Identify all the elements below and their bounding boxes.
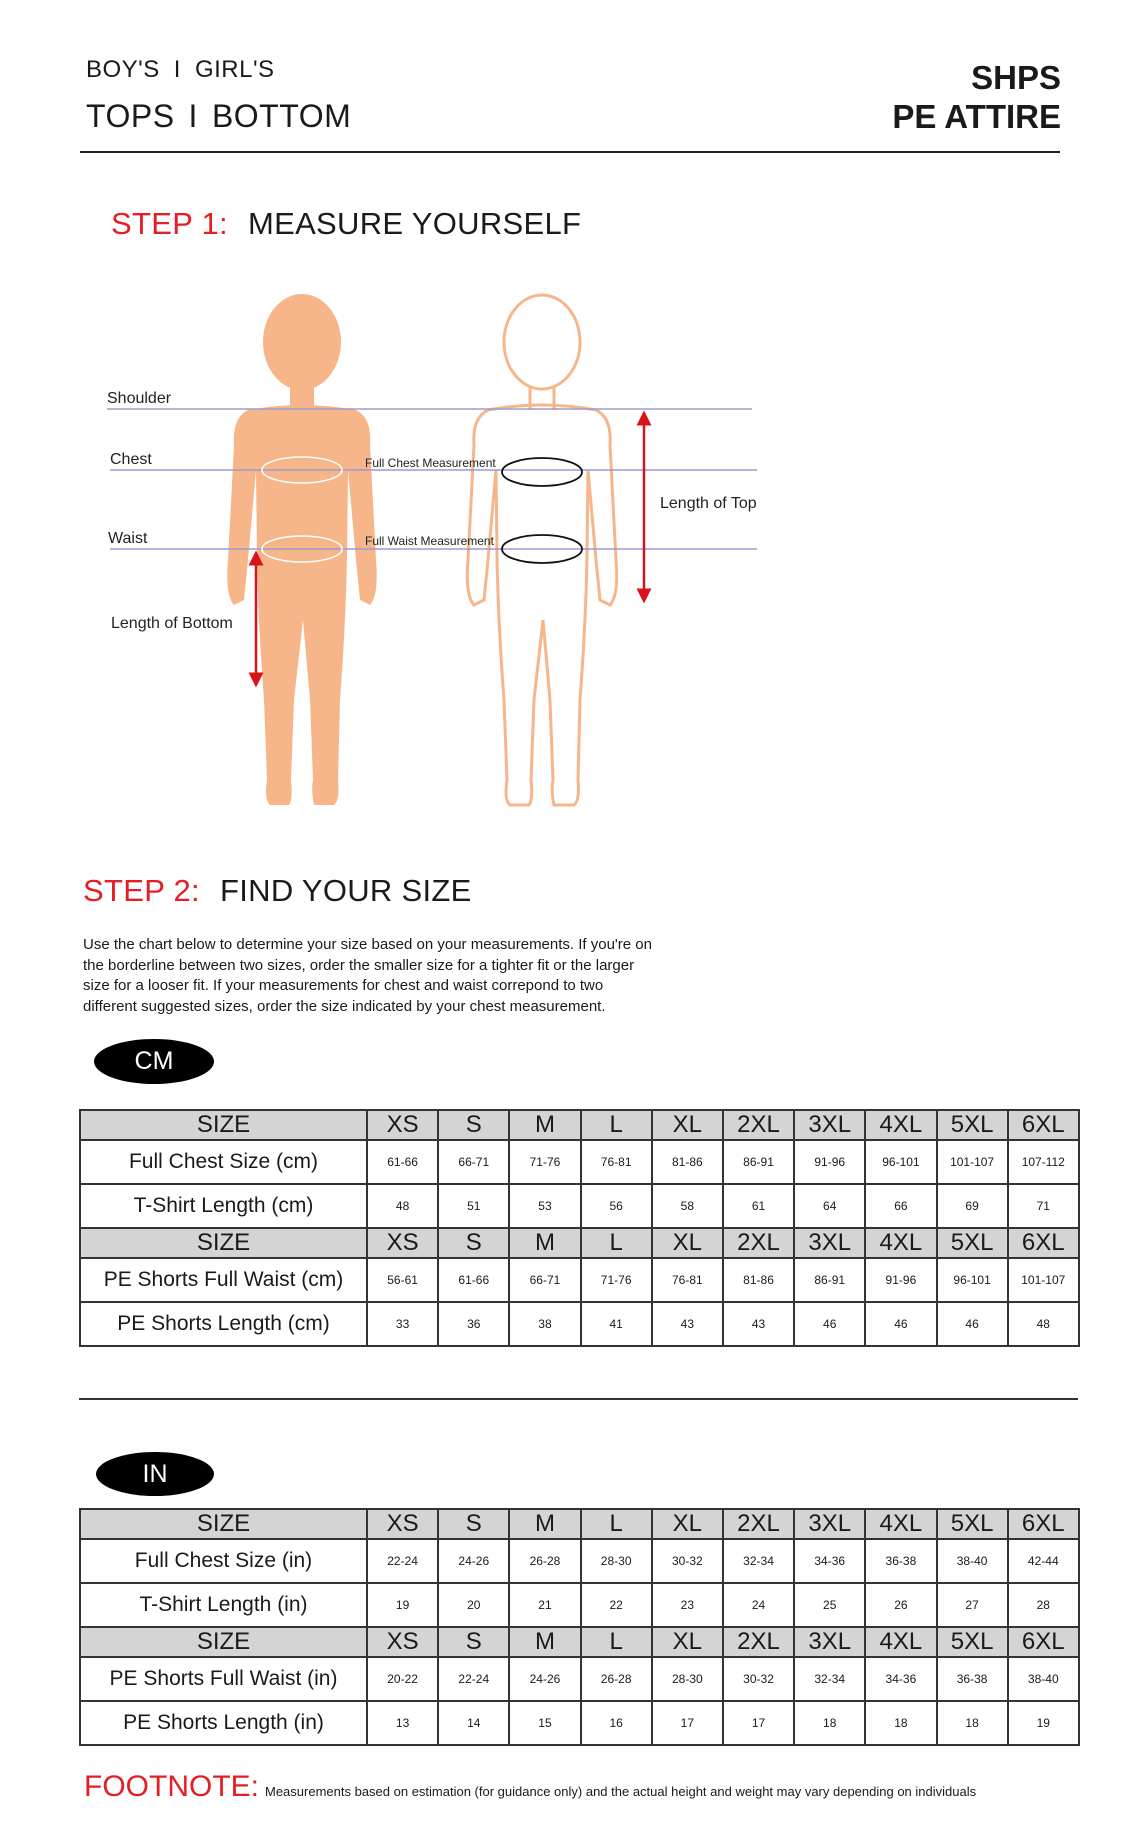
table-cell: 91-96 xyxy=(865,1258,936,1302)
step1-heading xyxy=(111,206,581,242)
filled-head xyxy=(263,294,341,390)
row-label: Full Chest Size (in) xyxy=(80,1539,367,1583)
size-header-cell: XL xyxy=(652,1110,723,1140)
instruction-line: different suggested sizes, order the size indicated by your chest measurement. xyxy=(83,997,606,1015)
table-cell: 17 xyxy=(723,1701,794,1745)
table-cell: 28 xyxy=(1008,1583,1079,1627)
brand-title xyxy=(892,58,1061,136)
size-instructions xyxy=(83,935,683,1017)
table-cell: 86-91 xyxy=(794,1258,865,1302)
in-shorts-row xyxy=(80,1701,1079,1745)
size-header-cell: 3XL xyxy=(794,1509,865,1539)
footnote-label: FOOTNOTE: xyxy=(84,1770,259,1803)
table-cell: 46 xyxy=(794,1302,865,1346)
table-cell: 20-22 xyxy=(367,1657,438,1701)
size-header-cell: M xyxy=(509,1627,580,1657)
table-cell: 48 xyxy=(367,1184,438,1228)
table-cell: 101-107 xyxy=(937,1140,1008,1184)
table-cell: 61 xyxy=(723,1184,794,1228)
table-cell: 76-81 xyxy=(652,1258,723,1302)
size-header-cell: 5XL xyxy=(937,1627,1008,1657)
table-cell: 22-24 xyxy=(367,1539,438,1583)
table-cell: 53 xyxy=(509,1184,580,1228)
table-cell: 26-28 xyxy=(581,1657,652,1701)
table-cell: 22 xyxy=(581,1583,652,1627)
table-cell: 32-34 xyxy=(794,1657,865,1701)
table-cell: 81-86 xyxy=(652,1140,723,1184)
table-cell: 36-38 xyxy=(865,1539,936,1583)
size-header-cell: 4XL xyxy=(865,1228,936,1258)
length-of-bottom-label: Length of Bottom xyxy=(111,615,233,632)
table-cell: 21 xyxy=(509,1583,580,1627)
shoulder-label: Shoulder xyxy=(107,390,172,407)
cm-size-header-row-2 xyxy=(80,1228,1079,1258)
size-header-cell: 6XL xyxy=(1008,1627,1079,1657)
chest-measure-ring xyxy=(502,458,582,486)
length-of-top-label: Length of Top xyxy=(660,495,757,512)
size-header-cell: S xyxy=(438,1228,509,1258)
instruction-line: size for a looser fit. If your measurements for chest and waist correpond to two xyxy=(83,977,604,994)
in-size-header-row xyxy=(80,1509,1079,1539)
table-cell: 38-40 xyxy=(1008,1657,1079,1701)
size-header-cell: M xyxy=(509,1110,580,1140)
table-cell: 19 xyxy=(1008,1701,1079,1745)
step1-title: MEASURE YOURSELF xyxy=(247,206,582,241)
size-header-cell: M xyxy=(509,1509,580,1539)
table-cell: 28-30 xyxy=(652,1657,723,1701)
filled-body xyxy=(227,405,377,805)
audience-separator: I xyxy=(173,56,181,83)
row-label: PE Shorts Length (in) xyxy=(80,1701,367,1745)
row-label: T-Shirt Length (in) xyxy=(80,1583,367,1627)
table-cell: 24-26 xyxy=(509,1657,580,1701)
table-cell: 18 xyxy=(794,1701,865,1745)
table-cell: 34-36 xyxy=(865,1657,936,1701)
table-cell: 17 xyxy=(652,1701,723,1745)
table-cell: 26 xyxy=(865,1583,936,1627)
table-cell: 66-71 xyxy=(509,1258,580,1302)
size-header-cell: XS xyxy=(367,1627,438,1657)
cm-tshirt-row xyxy=(80,1184,1079,1228)
table-cell: 107-112 xyxy=(1008,1140,1079,1184)
size-header-cell: 6XL xyxy=(1008,1110,1079,1140)
audience-boys: BOY'S xyxy=(86,56,160,83)
table-cell: 27 xyxy=(937,1583,1008,1627)
size-header-cell: S xyxy=(438,1110,509,1140)
table-cell: 18 xyxy=(865,1701,936,1745)
size-header-cell: 3XL xyxy=(794,1228,865,1258)
table-cell: 25 xyxy=(794,1583,865,1627)
size-header-cell: 2XL xyxy=(723,1228,794,1258)
size-header-cell: 6XL xyxy=(1008,1228,1079,1258)
table-cell: 24-26 xyxy=(438,1539,509,1583)
step2-heading xyxy=(83,873,472,909)
table-cell: 23 xyxy=(652,1583,723,1627)
size-header-cell: 3XL xyxy=(794,1110,865,1140)
size-header-cell: XS xyxy=(367,1509,438,1539)
cm-size-header-row xyxy=(80,1110,1079,1140)
table-cell: 19 xyxy=(367,1583,438,1627)
table-cell: 43 xyxy=(652,1302,723,1346)
table-cell: 20 xyxy=(438,1583,509,1627)
size-header-cell: 6XL xyxy=(1008,1509,1079,1539)
in-waist-row xyxy=(80,1657,1079,1701)
size-header-cell: L xyxy=(581,1110,652,1140)
header-divider xyxy=(80,151,1060,153)
full-chest-label: Full Chest Measurement xyxy=(365,456,496,470)
table-cell: 26-28 xyxy=(509,1539,580,1583)
table-cell: 66 xyxy=(865,1184,936,1228)
table-cell: 51 xyxy=(438,1184,509,1228)
size-header-cell: 4XL xyxy=(865,1509,936,1539)
size-header-cell: XL xyxy=(652,1627,723,1657)
outline-head xyxy=(504,295,580,389)
footnote-text: Measurements based on estimation (for guidance only) and the actual height and weight may vary depending on individuals xyxy=(265,1784,977,1799)
audience-heading xyxy=(86,56,275,84)
table-cell: 91-96 xyxy=(794,1140,865,1184)
size-header-cell: 5XL xyxy=(937,1228,1008,1258)
table-cell: 33 xyxy=(367,1302,438,1346)
table-cell: 71-76 xyxy=(509,1140,580,1184)
audience-girls: GIRL'S xyxy=(194,56,275,83)
size-header-cell: L xyxy=(581,1509,652,1539)
size-header-label: SIZE xyxy=(80,1228,367,1258)
full-waist-label: Full Waist Measurement xyxy=(365,534,494,548)
category-tops: TOPS xyxy=(86,98,175,134)
row-label: T-Shirt Length (cm) xyxy=(80,1184,367,1228)
table-cell: 16 xyxy=(581,1701,652,1745)
table-divider xyxy=(79,1398,1078,1400)
size-header-label: SIZE xyxy=(80,1110,367,1140)
table-cell: 36 xyxy=(438,1302,509,1346)
table-cell: 66-71 xyxy=(438,1140,509,1184)
size-header-cell: L xyxy=(581,1627,652,1657)
outline-child-figure xyxy=(467,295,617,805)
footnote xyxy=(84,1770,976,1804)
category-heading xyxy=(86,98,351,135)
size-header-cell: S xyxy=(438,1509,509,1539)
table-cell: 71 xyxy=(1008,1184,1079,1228)
in-tshirt-row xyxy=(80,1583,1079,1627)
size-header-cell: XL xyxy=(652,1228,723,1258)
table-cell: 36-38 xyxy=(937,1657,1008,1701)
table-cell: 38-40 xyxy=(937,1539,1008,1583)
row-label: PE Shorts Full Waist (cm) xyxy=(80,1258,367,1302)
table-cell: 64 xyxy=(794,1184,865,1228)
table-cell: 38 xyxy=(509,1302,580,1346)
table-cell: 42-44 xyxy=(1008,1539,1079,1583)
row-label: Full Chest Size (cm) xyxy=(80,1140,367,1184)
size-header-label: SIZE xyxy=(80,1627,367,1657)
measurement-diagram xyxy=(0,280,1137,820)
size-header-cell: 2XL xyxy=(723,1110,794,1140)
size-header-label: SIZE xyxy=(80,1509,367,1539)
size-header-cell: 5XL xyxy=(937,1110,1008,1140)
table-cell: 32-34 xyxy=(723,1539,794,1583)
size-header-cell: XS xyxy=(367,1110,438,1140)
table-cell: 48 xyxy=(1008,1302,1079,1346)
size-header-cell: 4XL xyxy=(865,1627,936,1657)
size-header-cell: 5XL xyxy=(937,1509,1008,1539)
table-cell: 30-32 xyxy=(652,1539,723,1583)
table-cell: 56 xyxy=(581,1184,652,1228)
cm-waist-row xyxy=(80,1258,1079,1302)
brand-line-1: SHPS xyxy=(971,59,1061,96)
table-cell: 96-101 xyxy=(937,1258,1008,1302)
table-cell: 61-66 xyxy=(367,1140,438,1184)
row-label: PE Shorts Full Waist (in) xyxy=(80,1657,367,1701)
cm-size-table xyxy=(79,1109,1080,1347)
table-cell: 30-32 xyxy=(723,1657,794,1701)
size-header-cell: 2XL xyxy=(723,1509,794,1539)
table-cell: 76-81 xyxy=(581,1140,652,1184)
in-chest-row xyxy=(80,1539,1079,1583)
table-cell: 61-66 xyxy=(438,1258,509,1302)
waist-label: Waist xyxy=(108,530,148,547)
size-header-cell: XS xyxy=(367,1228,438,1258)
in-size-table xyxy=(79,1508,1080,1746)
cm-shorts-row xyxy=(80,1302,1079,1346)
size-header-cell: S xyxy=(438,1627,509,1657)
chest-label: Chest xyxy=(110,451,152,468)
table-cell: 41 xyxy=(581,1302,652,1346)
brand-line-2: PE ATTIRE xyxy=(892,98,1061,135)
table-cell: 34-36 xyxy=(794,1539,865,1583)
size-header-cell: 4XL xyxy=(865,1110,936,1140)
in-size-header-row-2 xyxy=(80,1627,1079,1657)
table-cell: 86-91 xyxy=(723,1140,794,1184)
step2-title: FIND YOUR SIZE xyxy=(219,873,472,908)
category-bottom: BOTTOM xyxy=(211,98,352,134)
table-cell: 46 xyxy=(937,1302,1008,1346)
table-cell: 71-76 xyxy=(581,1258,652,1302)
table-cell: 96-101 xyxy=(865,1140,936,1184)
step2-number: STEP 2: xyxy=(83,873,200,908)
size-header-cell: M xyxy=(509,1228,580,1258)
table-cell: 18 xyxy=(937,1701,1008,1745)
table-cell: 15 xyxy=(509,1701,580,1745)
table-cell: 22-24 xyxy=(438,1657,509,1701)
table-cell: 58 xyxy=(652,1184,723,1228)
cm-chest-row xyxy=(80,1140,1079,1184)
table-cell: 69 xyxy=(937,1184,1008,1228)
table-cell: 14 xyxy=(438,1701,509,1745)
size-header-cell: L xyxy=(581,1228,652,1258)
size-header-cell: 2XL xyxy=(723,1627,794,1657)
table-cell: 43 xyxy=(723,1302,794,1346)
table-cell: 56-61 xyxy=(367,1258,438,1302)
size-header-cell: 3XL xyxy=(794,1627,865,1657)
category-separator: I xyxy=(188,98,198,134)
step1-number: STEP 1: xyxy=(111,206,228,241)
row-label: PE Shorts Length (cm) xyxy=(80,1302,367,1346)
in-unit-badge: IN xyxy=(96,1452,214,1496)
table-cell: 13 xyxy=(367,1701,438,1745)
table-cell: 24 xyxy=(723,1583,794,1627)
table-cell: 101-107 xyxy=(1008,1258,1079,1302)
table-cell: 81-86 xyxy=(723,1258,794,1302)
instruction-line: Use the chart below to determine your size based on your measurements. If you're on xyxy=(83,936,652,953)
cm-unit-badge: CM xyxy=(94,1039,214,1084)
table-cell: 28-30 xyxy=(581,1539,652,1583)
size-header-cell: XL xyxy=(652,1509,723,1539)
instruction-line: the borderline between two sizes, order the smaller size for a tighter fit or the larger xyxy=(83,956,635,974)
table-cell: 46 xyxy=(865,1302,936,1346)
